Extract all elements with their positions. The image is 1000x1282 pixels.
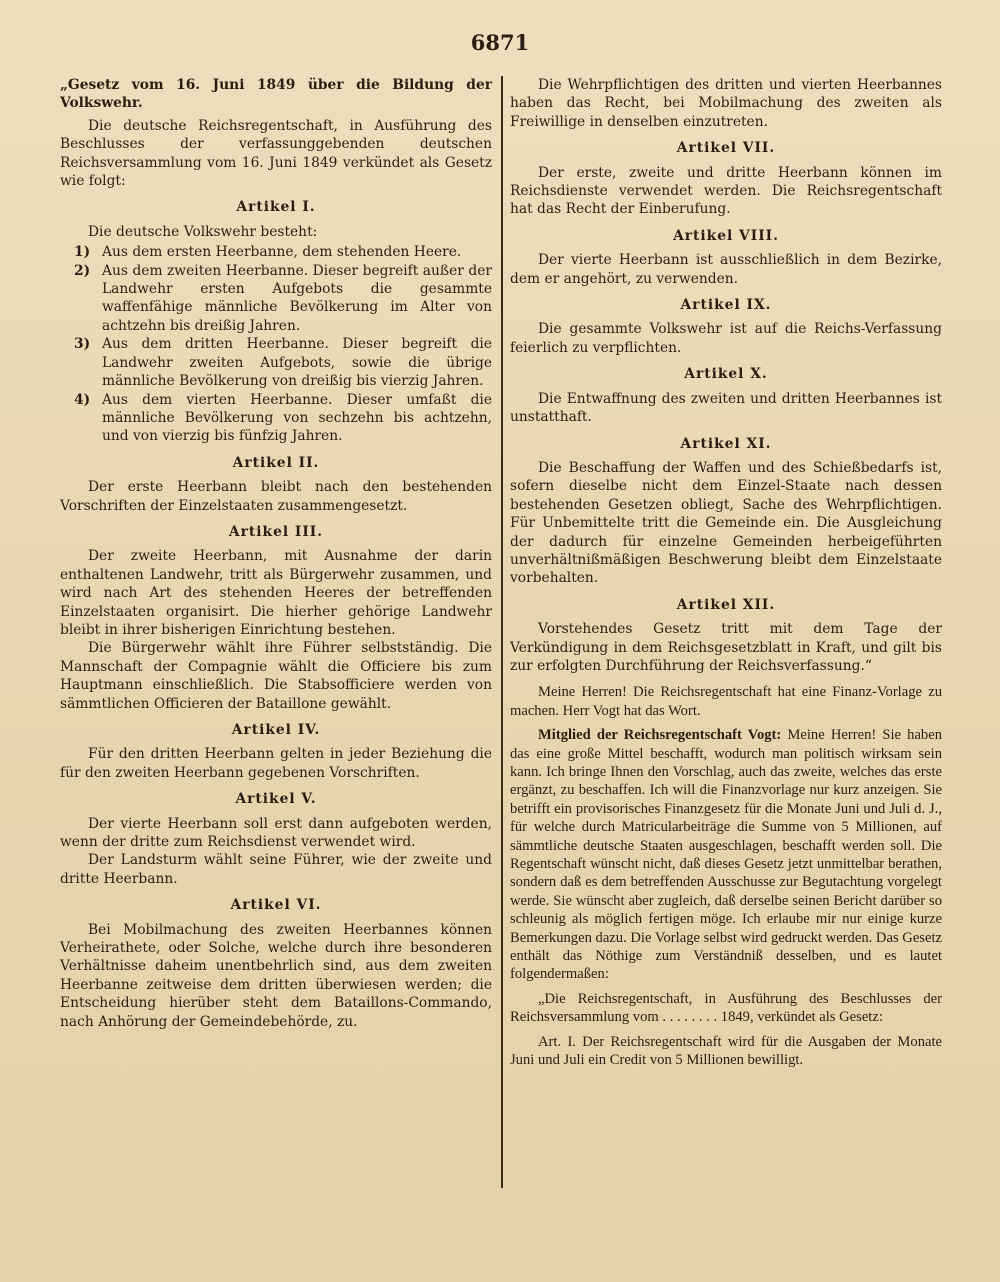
list-text: Aus dem vierten Heerbanne. Dieser umfaßt die männliche Bevölkerung von sechzehn bis achtzehn, und von vierzig bis fünfzig Jahren.	[102, 391, 492, 445]
article-text: Der vierte Heerbann soll erst dann aufgeboten werden, wenn der dritte zum Reichsdienst verwendet wird.	[60, 815, 492, 851]
list-item	[60, 262, 492, 336]
list-number: 1)	[74, 244, 91, 261]
article-text: Die gesammte Volkswehr ist auf die Reichs-Verfassung feierlich zu verpflichten.	[510, 321, 942, 356]
list-item	[60, 391, 492, 446]
list-text: Aus dem ersten Heerbanne, dem stehenden Heere.	[102, 244, 462, 261]
list-item	[60, 243, 492, 261]
president-remark: Meine Herren! Die Reichsregentschaft hat eine Finanz-Vorlage zu machen. Herr Vogt hat das Wort.	[510, 684, 942, 719]
list-number: 2)	[74, 262, 91, 279]
preamble: Die deutsche Reichsregentschaft, in Ausführung des Beschlusses der verfassunggebenden deutschen Reichsversammlung vom 16. Juni 1849 verkündet als Gesetz wie folgt:	[60, 117, 492, 190]
right-column	[510, 76, 942, 1070]
article-lead: Die deutsche Volkswehr besteht:	[88, 223, 318, 240]
article-text: Die Wehrpflichtigen des dritten und vierten Heerbannes haben das Recht, bei Mobilmachung des zweiten als Freiwillige in denselben einzutreten.	[510, 77, 942, 130]
list-text: Aus dem zweiten Heerbanne. Dieser begreift außer der Landwehr ersten Aufgebots die gesammte waffenfähige männliche Bevölkerung im Alter von achtzehn bis dreißig Jahren.	[102, 262, 492, 334]
article-heading: Artikel VI.	[230, 897, 322, 914]
article-text: Der vierte Heerbann ist ausschließlich in dem Bezirke, dem er angehört, zu verwenden.	[510, 252, 942, 287]
speech-paragraph	[510, 726, 942, 984]
article-heading: Artikel III.	[228, 523, 324, 540]
quoted-law-article: Art. I. Der Reichsregentschaft wird für die Ausgaben der Monate Juni und Juli ein Credit von 5 Millionen bewilligt.	[510, 1033, 942, 1069]
article-heading: Artikel XII.	[676, 596, 776, 613]
article-text: Der erste, zweite und dritte Heerbann können im Reichsdienste verwendet werden. Die Reichsregentschaft hat das Recht der Einberufung.	[510, 164, 942, 218]
column-divider	[501, 76, 503, 1188]
article-heading: Artikel VIII.	[673, 227, 779, 244]
article-text: Die Bürgerwehr wählt ihre Führer selbstständig. Die Mannschaft der Compagnie wählt die Officiere bis zum Hauptmann einschließlich. Die Stabsofficiere werden von sämmtlichen Officieren der Bataillone gewählt.	[60, 640, 492, 712]
article-text: Für den dritten Heerbann gelten in jeder Beziehung die für den zweiten Heerbann gegebenen Vorschriften.	[60, 746, 492, 781]
article-heading: Artikel V.	[235, 791, 317, 808]
list-number: 4)	[74, 391, 91, 408]
article-text: Der Landsturm wählt seine Führer, wie der zweite und dritte Heerbann.	[60, 852, 492, 887]
left-column	[60, 76, 492, 1031]
law-title: „Gesetz vom 16. Juni 1849 über die Bildung der Volkswehr.	[60, 77, 492, 112]
list-item	[60, 335, 492, 390]
article-text: Die Beschaffung der Waffen und des Schießbedarfs ist, sofern dieselbe nicht dem Einzel-Staate nach dessen bestehenden Gesetzen obliegt, Sache des Wehrpflichtigen. Für Unbemittelte tritt die Gemeinde ein. Die Ausgleichung der dadurch für einzelne Gemeinden herbeigeführten unverhältnißmäßigen Beschwerung bleibt dem Einzelstaate vorbehalten.	[510, 459, 942, 587]
speaker-name: Mitglied der Reichsregentschaft Vogt:	[538, 727, 782, 744]
article-heading: Artikel XI.	[680, 435, 772, 452]
article-text: Die Entwaffnung des zweiten und dritten Heerbannes ist unstatthaft.	[510, 390, 942, 426]
list-text: Aus dem dritten Heerbanne. Dieser begreift die Landwehr zweiten Aufgebots, sowie die übrige männliche Bevölkerung von dreißig bis vierzig Jahren.	[102, 336, 492, 390]
article-heading: Artikel II.	[232, 454, 320, 471]
page-number: 6871	[470, 30, 530, 55]
speech-text: Meine Herren! Sie haben das eine große Mittel beschafft, wodurch man politisch wirksam sein kann. Ich bringe Ihnen den Vorschlag, auch das zweite, welches das erste ergänzt, zu beschaffen. Ich will die Finanzvorlage nur kurz anzeigen. Sie betrifft ein provisorisches Finanzgesetz für die Monate Juni und Juli d. J., für welche durch Matricularbeiträge die Summe von 5 Millionen, auf sämmtliche deutsche Staaten ausgeschlagen, beschafft werden soll. Die Regentschaft wünscht nicht, daß dieses Gesetz jetzt unmittelbar berathen, sondern daß es dem betreffenden Ausschusse zur Begutachtung vorgelegt werde. Sie wünscht aber zugleich, daß derselbe seinen Bericht darüber so schleunig als möglich fertigen möge. Ich erlaube mir nur einige kurze Bemerkungen dazu. Die Vorlage selbst wird gedruckt werden. Das Gesetz enthält das Nöthige zum Verständniß desselben, und es lautet folgendermaßen:	[510, 727, 943, 983]
article-heading: Artikel X.	[684, 366, 768, 383]
article-text: Vorstehendes Gesetz tritt mit dem Tage der Verkündigung in dem Reichsgesetzblatt in Kraft, und gilt bis zur erfolgten Durchführung der Reichsverfassung.“	[510, 621, 942, 674]
list-number: 3)	[74, 336, 91, 353]
article-heading: Artikel IV.	[231, 722, 321, 738]
article-list	[60, 243, 492, 445]
article-heading: Artikel IX.	[680, 297, 772, 314]
quoted-law-intro: „Die Reichsregentschaft, in Ausführung des Beschlusses der Reichsversammlung vom . . . . . . . . 1849, verkündet als Gesetz:	[510, 990, 942, 1026]
article-heading: Artikel I.	[236, 199, 316, 216]
article-text: Bei Mobilmachung des zweiten Heerbannes können Verheirathete, oder Solche, welche durch ihre besonderen Verhältnisse daheim unentbehrlich sind, aus dem zweiten Heerbanne zeitweise dem dritten überwiesen werden; die Entscheidung hierüber steht dem Bataillons-Commando, nach Anhörung der Gemeindebehörde, zu.	[60, 921, 492, 1030]
article-text: Der zweite Heerbann, mit Ausnahme der darin enthaltenen Landwehr, tritt als Bürgerwehr zusammen, und wird nach Art des stehenden Heeres der betreffenden Einzelstaaten organisirt. Die hierher gehörige Landwehr bleibt in ihrer bisherigen Einrichtung bestehen.	[60, 548, 492, 638]
article-heading: Artikel VII.	[676, 140, 776, 157]
article-text: Der erste Heerbann bleibt nach den bestehenden Vorschriften der Einzelstaaten zusammengesetzt.	[60, 479, 492, 514]
